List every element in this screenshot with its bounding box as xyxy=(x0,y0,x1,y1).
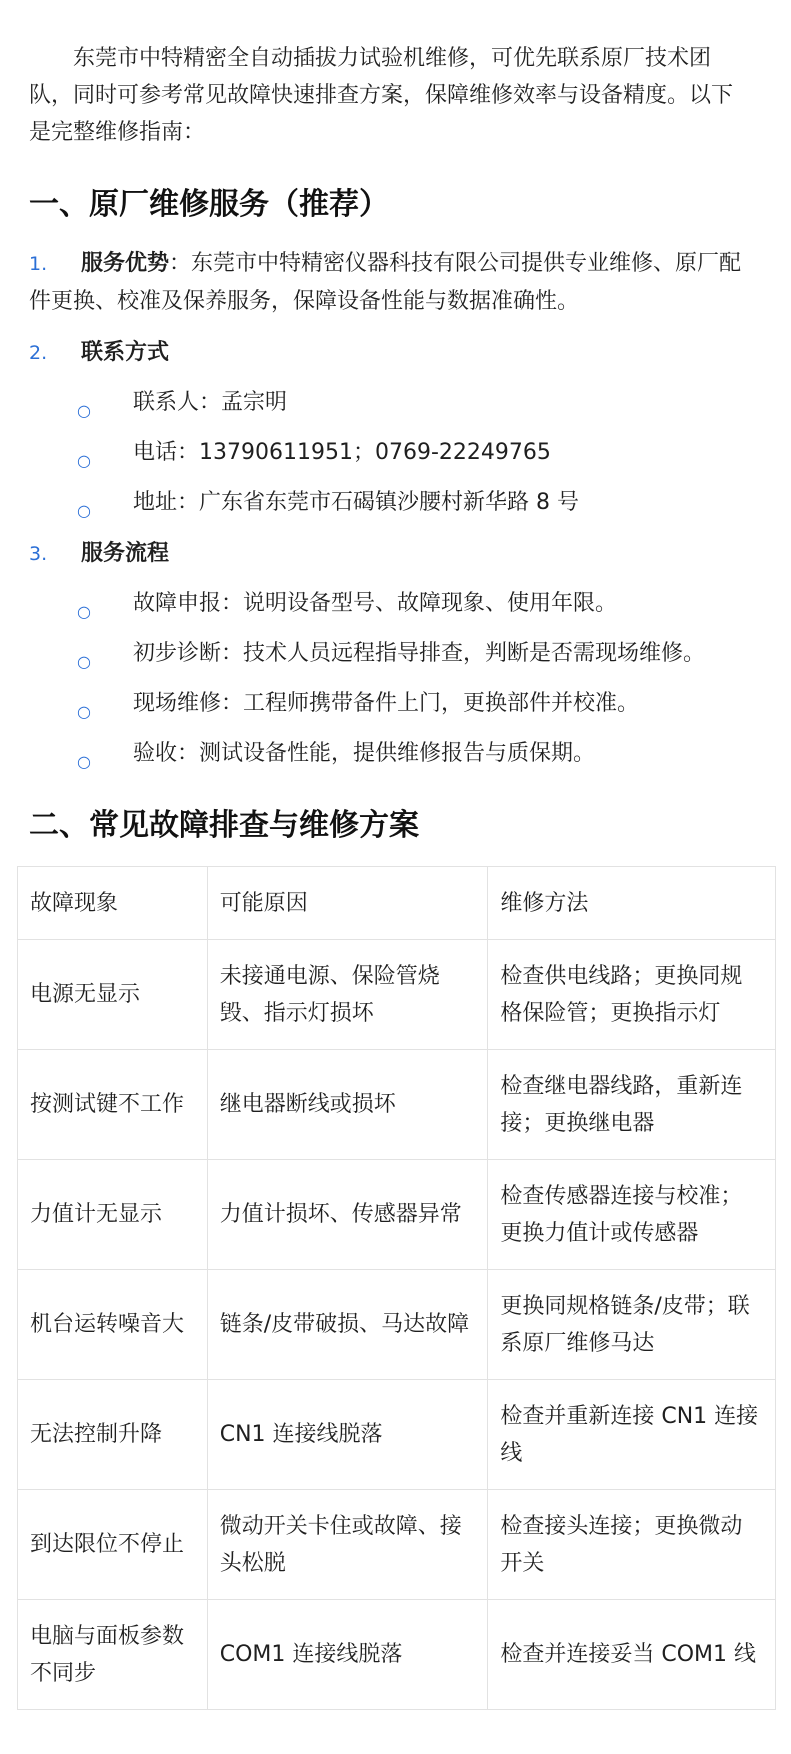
table-row xyxy=(18,1050,776,1160)
table-cell-symptom: 电脑与面板参数不同步 xyxy=(18,1600,208,1710)
sub-item-text: 验收：测试设备性能，提供维修报告与质保期。 xyxy=(133,741,596,766)
item-label: 服务优势 xyxy=(81,251,170,276)
item-label: 联系方式 xyxy=(81,340,170,365)
table-cell-cause: CN1 连接线脱落 xyxy=(207,1380,488,1490)
table-cell-symptom: 电源无显示 xyxy=(18,940,208,1050)
sub-item xyxy=(29,484,762,521)
list-item-process xyxy=(29,535,762,772)
table-cell-fix: 更换同规格链条/皮带；联系原厂维修马达 xyxy=(488,1270,776,1380)
circle-bullet-icon: ○ xyxy=(77,401,91,420)
sub-item-text: 故障申报：说明设备型号、故障现象、使用年限。 xyxy=(133,591,618,616)
list-number: 2. xyxy=(29,342,48,364)
sub-item xyxy=(29,635,762,672)
sub-item xyxy=(29,384,762,421)
item-text: ：东莞市中特精密仪器科技有限公司提供专业维修、原厂配件更换、校准及保养服务，保障设备性能与数据准确性。 xyxy=(29,251,742,314)
table-row xyxy=(18,940,776,1050)
sub-item-text: 现场维修：工程师携带备件上门，更换部件并校准。 xyxy=(133,691,640,716)
table-cell-symptom: 到达限位不停止 xyxy=(18,1490,208,1600)
list-item-contact xyxy=(29,334,762,521)
table-row xyxy=(18,1600,776,1710)
table-cell-symptom: 机台运转噪音大 xyxy=(18,1270,208,1380)
table-header-row xyxy=(18,867,776,940)
table-cell-cause: 链条/皮带破损、马达故障 xyxy=(207,1270,488,1380)
table-cell-cause: 继电器断线或损坏 xyxy=(207,1050,488,1160)
sub-item-text: 电话：13790611951；0769-22249765 xyxy=(133,440,551,465)
sub-item xyxy=(29,735,762,772)
section-title-troubleshooting: 二、常见故障排查与维修方案 xyxy=(29,808,419,843)
list-number: 1. xyxy=(29,253,48,275)
sub-item-text: 初步诊断：技术人员远程指导排查，判断是否需现场维修。 xyxy=(133,641,706,666)
circle-bullet-icon: ○ xyxy=(77,652,91,671)
column-header: 维修方法 xyxy=(488,867,776,940)
table-cell-fix: 检查供电线路；更换同规格保险管；更换指示灯 xyxy=(488,940,776,1050)
circle-bullet-icon: ○ xyxy=(77,501,91,520)
list-number: 3. xyxy=(29,543,48,565)
table-row xyxy=(18,1270,776,1380)
table-cell-cause: 力值计损坏、传感器异常 xyxy=(207,1160,488,1270)
table-cell-cause: 未接通电源、保险管烧毁、指示灯损坏 xyxy=(207,940,488,1050)
list-item-advantage xyxy=(29,245,762,320)
table-cell-fix: 检查并重新连接 CN1 连接线 xyxy=(488,1380,776,1490)
table-row xyxy=(18,1160,776,1270)
table-cell-symptom: 按测试键不工作 xyxy=(18,1050,208,1160)
table-cell-symptom: 无法控制升降 xyxy=(18,1380,208,1490)
circle-bullet-icon: ○ xyxy=(77,602,91,621)
sub-item xyxy=(29,685,762,722)
sub-item xyxy=(29,434,762,471)
column-header: 故障现象 xyxy=(18,867,208,940)
sub-item-text: 联系人：孟宗明 xyxy=(133,390,288,415)
service-list xyxy=(29,245,762,772)
table-cell-fix: 检查接头连接；更换微动开关 xyxy=(488,1490,776,1600)
intro-paragraph: 东莞市中特精密全自动插拔力试验机维修，可优先联系原厂技术团队，同时可参考常见故障快速排查方案，保障维修效率与设备精度。以下是完整维修指南： xyxy=(29,46,734,145)
contact-sub-list xyxy=(29,384,762,521)
table-cell-cause: 微动开关卡住或故障、接头松脱 xyxy=(207,1490,488,1600)
circle-bullet-icon: ○ xyxy=(77,752,91,771)
table-row xyxy=(18,1380,776,1490)
section-title-service: 一、原厂维修服务（推荐） xyxy=(29,187,389,222)
circle-bullet-icon: ○ xyxy=(77,451,91,470)
process-sub-list xyxy=(29,585,762,772)
table-cell-cause: COM1 连接线脱落 xyxy=(207,1600,488,1710)
fault-table xyxy=(17,866,776,1710)
table-cell-symptom: 力值计无显示 xyxy=(18,1160,208,1270)
table-cell-fix: 检查继电器线路，重新连接；更换继电器 xyxy=(488,1050,776,1160)
table-cell-fix: 检查并连接妥当 COM1 线 xyxy=(488,1600,776,1710)
table-row xyxy=(18,1490,776,1600)
circle-bullet-icon: ○ xyxy=(77,702,91,721)
sub-item-text: 地址：广东省东莞市石碣镇沙腰村新华路 8 号 xyxy=(133,490,579,515)
item-label: 服务流程 xyxy=(81,541,170,566)
sub-item xyxy=(29,585,762,622)
column-header: 可能原因 xyxy=(207,867,488,940)
table-cell-fix: 检查传感器连接与校准；更换力值计或传感器 xyxy=(488,1160,776,1270)
